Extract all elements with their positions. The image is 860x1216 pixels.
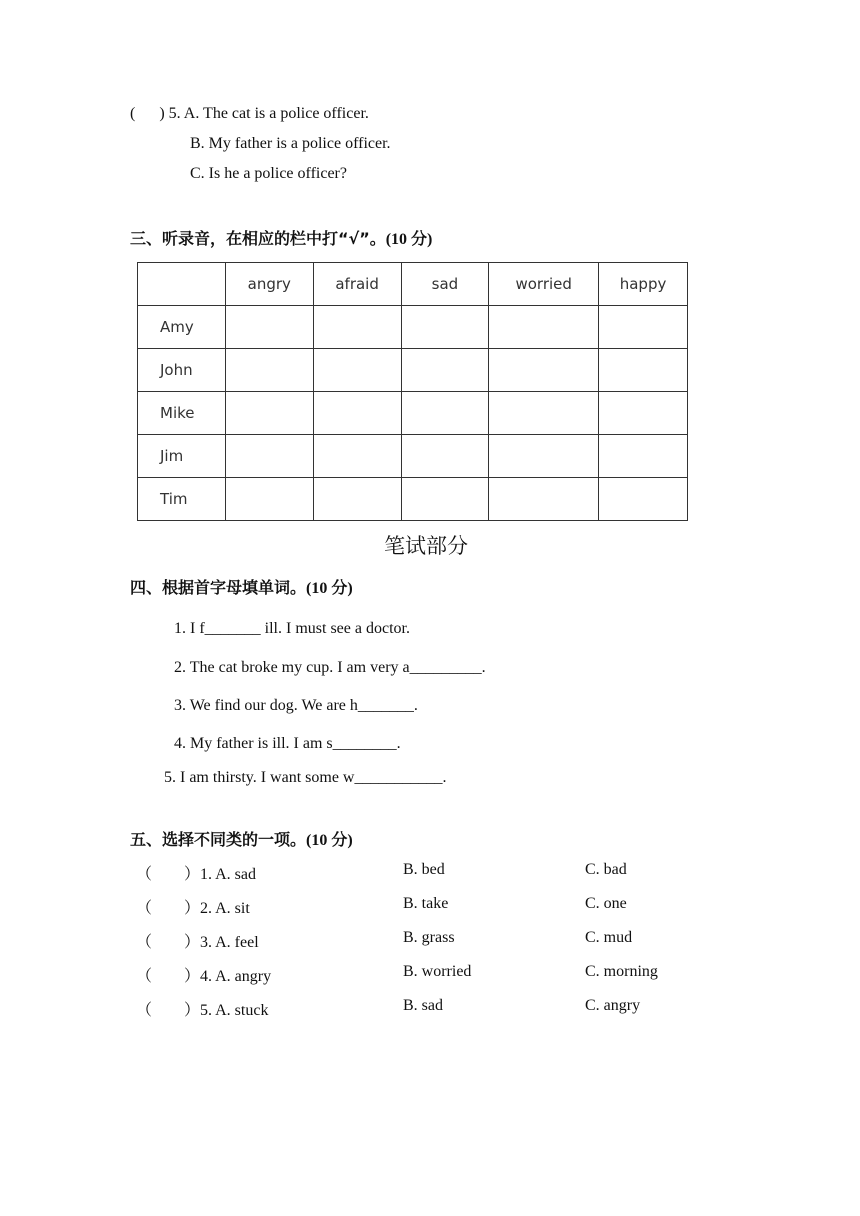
fill-item: 4. My father is ill. I am s________. (174, 735, 401, 752)
choice-question: ）3. A. feel (184, 934, 259, 951)
section-5-heading (130, 827, 353, 850)
table-header-cell (138, 263, 226, 306)
fill-item: 1. I f_______ ill. I must see a doctor. (174, 620, 410, 637)
choice-option-b: B. grass (403, 929, 455, 946)
choice-option-c: C. angry (585, 997, 641, 1014)
question-5-stem: ( ) 5. A. The cat is a police officer. (130, 105, 369, 122)
tick-cell[interactable] (401, 435, 489, 478)
tick-cell[interactable] (401, 392, 489, 435)
fill-item: 3. We find our dog. We are h_______. (174, 697, 418, 714)
table-header-cell: worried (489, 263, 599, 306)
tick-cell[interactable] (599, 435, 688, 478)
table-header-cell: sad (401, 263, 489, 306)
table-row (138, 392, 688, 435)
written-part-title: 笔试部分 (384, 534, 468, 558)
tick-cell[interactable] (489, 306, 599, 349)
question-5-option-b: B. My father is a police officer. (190, 135, 391, 152)
table-header-cell: angry (225, 263, 313, 306)
section-4-heading (130, 575, 353, 598)
tick-cell[interactable] (489, 478, 599, 521)
row-name: Mike (138, 392, 226, 435)
section-4-title: 四、根据首字母填单词。 (130, 578, 307, 597)
row-name: Tim (138, 478, 226, 521)
tick-cell[interactable] (401, 349, 489, 392)
table-header-cell: afraid (313, 263, 401, 306)
tick-cell[interactable] (599, 349, 688, 392)
table-header-row (138, 263, 688, 306)
tick-cell[interactable] (599, 478, 688, 521)
tick-cell[interactable] (599, 306, 688, 349)
tick-cell[interactable] (313, 392, 401, 435)
question-5-option-c: C. Is he a police officer? (190, 165, 347, 182)
answer-paren: （ (136, 934, 153, 951)
tick-cell[interactable] (225, 349, 313, 392)
section-4-points: (10 分) (306, 580, 353, 597)
choice-option-b: B. take (403, 895, 449, 912)
tick-cell[interactable] (313, 349, 401, 392)
tick-cell[interactable] (313, 306, 401, 349)
choice-option-c: C. bad (585, 861, 627, 878)
answer-paren: （ (136, 1002, 153, 1019)
section-3-points: (10 分) (385, 231, 433, 248)
choice-question: ）5. A. stuck (184, 1002, 269, 1019)
tick-cell[interactable] (401, 478, 489, 521)
choice-option-b: B. bed (403, 861, 445, 878)
table-row (138, 306, 688, 349)
section-3-heading (130, 226, 432, 249)
table-row (138, 349, 688, 392)
tick-cell[interactable] (401, 306, 489, 349)
tick-cell[interactable] (225, 478, 313, 521)
answer-paren: （ (136, 968, 153, 985)
section-3-title: 三、听录音，在相应的栏中打“√”。 (130, 229, 386, 248)
tick-cell[interactable] (225, 306, 313, 349)
fill-item: 2. The cat broke my cup. I am very a_________. (174, 659, 486, 676)
choice-option-b: B. sad (403, 997, 443, 1014)
choice-option-c: C. one (585, 895, 627, 912)
answer-paren: （ (136, 866, 153, 883)
choice-option-c: C. mud (585, 929, 633, 946)
section-5-points: (10 分) (306, 832, 353, 849)
answer-paren: （ (136, 900, 153, 917)
tick-cell[interactable] (489, 349, 599, 392)
table-row (138, 478, 688, 521)
choice-question: ）1. A. sad (184, 866, 257, 883)
tick-cell[interactable] (489, 435, 599, 478)
tick-cell[interactable] (313, 478, 401, 521)
row-name: John (138, 349, 226, 392)
row-name: Amy (138, 306, 226, 349)
tick-cell[interactable] (489, 392, 599, 435)
tick-cell[interactable] (225, 435, 313, 478)
tick-cell[interactable] (599, 392, 688, 435)
row-name: Jim (138, 435, 226, 478)
fill-item: 5. I am thirsty. I want some w___________. (164, 769, 447, 786)
table-header-cell: happy (599, 263, 688, 306)
section-5-title: 五、选择不同类的一项。 (130, 830, 307, 849)
emotion-table (137, 262, 688, 521)
table-row (138, 435, 688, 478)
choice-question: ）4. A. angry (184, 968, 272, 985)
choice-option-c: C. morning (585, 963, 658, 980)
tick-cell[interactable] (225, 392, 313, 435)
choice-option-b: B. worried (403, 963, 472, 980)
choice-question: ）2. A. sit (184, 900, 250, 917)
tick-cell[interactable] (313, 435, 401, 478)
